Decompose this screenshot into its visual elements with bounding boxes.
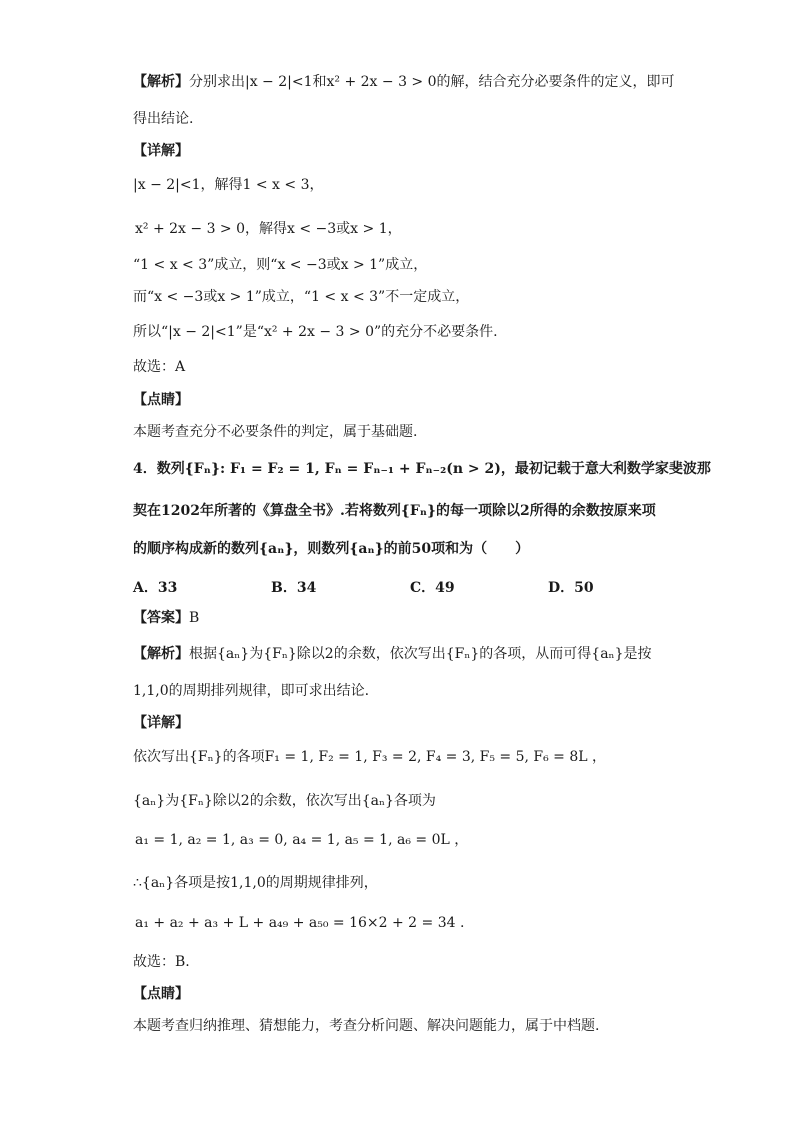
analysis-tag: 【解析】	[133, 646, 189, 662]
q4-detail-line-3: a₁ = 1, a₂ = 1, a₃ = 0, a₄ = 1, a₅ = 1, a₆ = 0L ，	[135, 832, 469, 848]
q4-analysis-line-2: 1,1,0的周期排列规律，即可求出结论.	[133, 683, 370, 699]
option-c: C．49	[410, 580, 455, 596]
answer-tag: 【答案】	[133, 610, 189, 626]
q4-comment-tag: 【点睛】	[133, 986, 189, 1002]
q4-detail-line-2: {aₙ}为{Fₙ}除以2的余数，依次写出{aₙ}各项为	[133, 793, 436, 809]
analysis-tag: 【解析】	[133, 74, 189, 90]
option-b: B．34	[271, 580, 317, 596]
q3-detail-line-1: |x − 2|<1，解得1 < x < 3，	[133, 177, 324, 193]
q4-detail-line-5: a₁ + a₂ + a₃ + L + a₄₉ + a₅₀ = 16×2 + 2 = 34 .	[135, 915, 465, 931]
q3-detail-line-3: “1 < x < 3”成立，则“x < −3或x > 1”成立，	[133, 257, 428, 273]
q4-detail-line-1: 依次写出{Fₙ}的各项F₁ = 1, F₂ = 1, F₃ = 2, F₄ = 3, F₅ = 5, F₆ = 8L ，	[133, 749, 607, 765]
q3-choice: 故选：A	[133, 359, 186, 375]
q4-comment: 本题考查归纳推理、猜想能力，考查分析问题、解决问题能力，属于中档题.	[133, 1018, 600, 1034]
answer-value: B	[189, 610, 200, 626]
q3-detail-line-2: x² + 2x − 3 > 0，解得x < −3或x > 1，	[135, 221, 402, 237]
option-d: D．50	[548, 580, 594, 596]
q4-detail-tag: 【详解】	[133, 715, 189, 731]
q4-detail-line-4: ∴{aₙ}各项是按1,1,0的周期规律排列，	[133, 875, 378, 891]
q4-stem-line-1: 4．数列{Fₙ}: F₁ = F₂ = 1, Fₙ = Fₙ₋₁ + Fₙ₋₂(n > 2)，最初记载于意大利数学家斐波那	[133, 461, 711, 477]
q3-comment-tag: 【点睛】	[133, 392, 189, 408]
q4-choice: 故选：B.	[133, 954, 190, 970]
q3-detail-tag: 【详解】	[133, 143, 189, 159]
q3-analysis-line	[133, 73, 675, 91]
q3-analysis-line-2: 得出结论.	[133, 111, 194, 127]
q3-comment: 本题考查充分不必要条件的判定，属于基础题.	[133, 424, 418, 440]
q4-stem-line-2: 契在1202年所著的《算盘全书》.若将数列{Fₙ}的每一项除以2所得的余数按原来项	[133, 503, 656, 519]
q3-detail-line-5: 所以“|x − 2|<1”是“x² + 2x − 3 > 0”的充分不必要条件.	[133, 324, 498, 340]
q3-detail-line-4: 而“x < −3或x > 1”成立，“1 < x < 3”不一定成立，	[133, 289, 470, 305]
option-a: A．33	[133, 580, 178, 596]
q4-answer-line	[133, 609, 199, 627]
q3-analysis-text: 分别求出|x − 2|<1和x² + 2x − 3 > 0的解，结合充分必要条件的定义，即可	[189, 74, 675, 90]
q4-stem-line-3: 的顺序构成新的数列{aₙ}，则数列{aₙ}的前50项和为（ ）	[133, 541, 530, 557]
q4-analysis-text: 根据{aₙ}为{Fₙ}除以2的余数，依次写出{Fₙ}的各项，从而可得{aₙ}是按	[189, 646, 652, 662]
q4-analysis-line	[133, 645, 652, 663]
